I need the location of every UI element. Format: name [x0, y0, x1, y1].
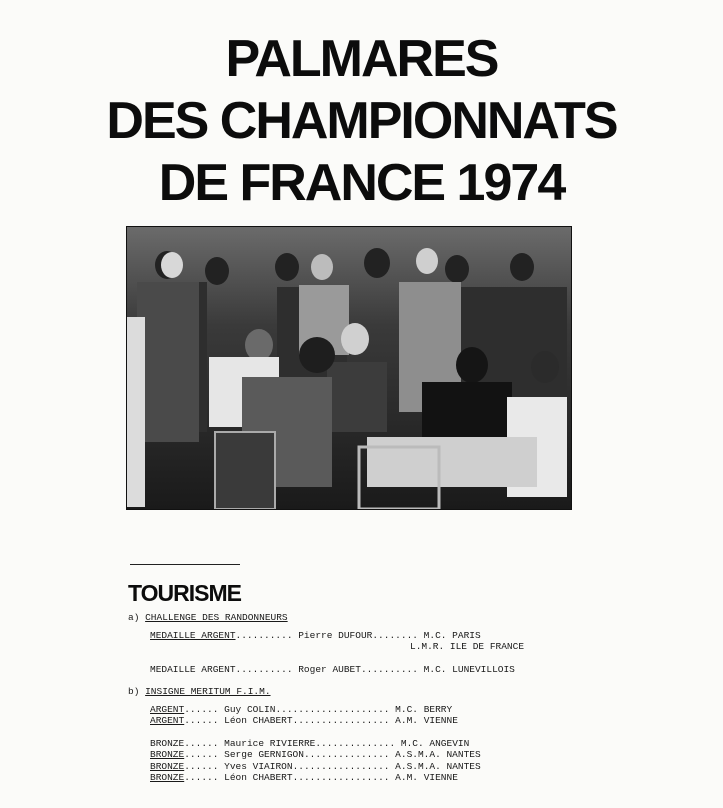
- title-line-1: PALMARES: [225, 30, 498, 88]
- result-row: BRONZE...... Maurice RIVIERRE.............. M.C. ANGEVIN: [150, 737, 470, 749]
- subsection-a-title: a) CHALLENGE DES RANDONNEURS: [128, 612, 288, 623]
- result-row: ARGENT...... Léon CHABERT................. A.M. VIENNE: [150, 715, 458, 726]
- title-line-3: DE FRANCE 1974: [158, 154, 565, 212]
- result-row: MEDAILLE ARGENT.......... Roger AUBET.......... M.C. LUNEVILLOIS: [150, 663, 515, 675]
- result-row: ARGENT...... Guy COLIN.................... M.C. BERRY: [150, 703, 453, 715]
- subsection-b-title: b) INSIGNE MERITUM F.I.M.: [128, 686, 271, 697]
- title-line-2: DES CHAMPIONNATS: [106, 92, 617, 150]
- result-row: BRONZE...... Léon CHABERT................. A.M. VIENNE: [150, 772, 458, 783]
- result-row: BRONZE...... Serge GERNIGON............... A.S.M.A. NANTES: [150, 749, 481, 760]
- result-row: BRONZE...... Yves VIAIRON................. A.S.M.A. NANTES: [150, 760, 481, 772]
- photo-illustration: [127, 227, 571, 509]
- page-title: [0, 28, 723, 214]
- results-list: [128, 612, 524, 784]
- result-row: MEDAILLE ARGENT.......... Pierre DUFOUR........ M.C. PARIS: [150, 629, 481, 641]
- result-row-club-2: L.M.R. ILE DE FRANCE: [410, 641, 525, 652]
- section-heading: TOURISME: [128, 580, 241, 606]
- section-rule: [130, 564, 240, 565]
- event-photo: [126, 226, 572, 510]
